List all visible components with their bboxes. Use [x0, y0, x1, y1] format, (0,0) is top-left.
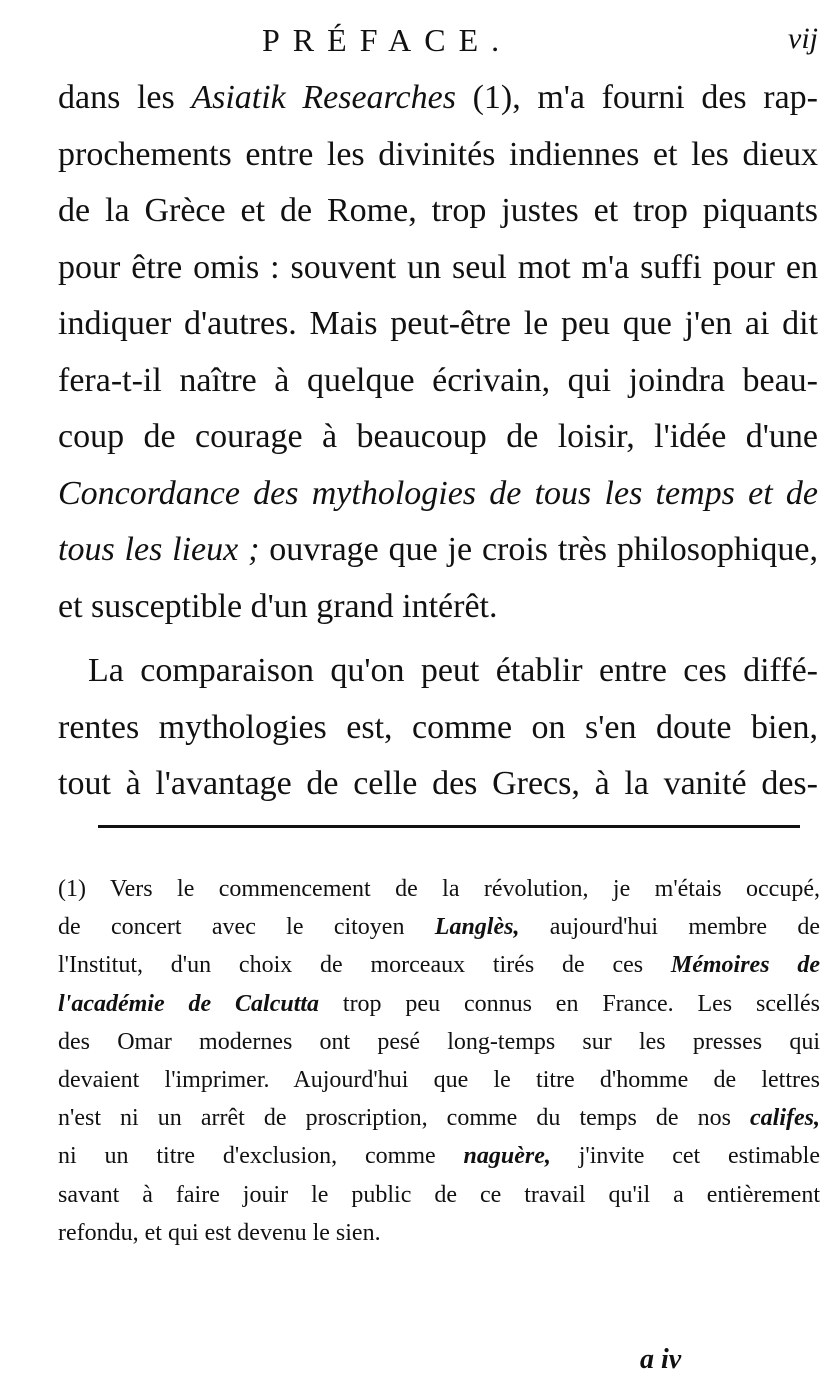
- italic-name: Langlès,: [434, 914, 520, 941]
- text-span: (1), m'a fourni des rap-: [455, 79, 818, 116]
- footnote-line: refondu, et qui est devenu le sien.: [58, 1219, 381, 1246]
- page-number: vij: [788, 22, 818, 55]
- text-line: tout à l'avantage de celle des Grecs, à la vanité des-: [58, 765, 818, 802]
- text-line: indiquer d'autres. Mais peut-être le peu que j'en ai dit: [58, 305, 818, 342]
- text-span: aujourd'hui membre de: [519, 914, 820, 941]
- text-span: ouvrage que je crois très philosophique,: [259, 531, 818, 568]
- text-line: et susceptible d'un grand intérêt.: [58, 587, 498, 625]
- text-line: de la Grèce et de Rome, trop justes et trop piquants: [58, 192, 818, 229]
- italic-title: Mémoires de: [670, 952, 820, 979]
- text-line: [58, 522, 818, 579]
- footnote-line: (1) Vers le commencement de la révolution, je m'étais occupé,: [58, 876, 820, 902]
- text-line: La comparaison qu'on peut établir entre ces diffé-: [88, 652, 818, 689]
- italic-word: califes,: [750, 1105, 820, 1132]
- italic-title: Concordance des mythologies de tous les temps et de: [58, 474, 818, 512]
- text-span: j'invite cet estimable: [550, 1143, 820, 1170]
- text-span: l'Institut, d'un choix de morceaux tirés de ces: [58, 952, 671, 979]
- footnote-line: devaient l'imprimer. Aujourd'hui que le titre d'homme de lettres: [58, 1067, 820, 1094]
- text-line: [58, 70, 818, 127]
- text-line: [58, 466, 818, 523]
- text-line: prochements entre les divinités indiennes et les dieux: [58, 135, 818, 173]
- text-span: n'est ni un arrêt de proscription, comme du temps de nos: [58, 1105, 751, 1132]
- footnote-line: [58, 1099, 820, 1137]
- footnote-rule: [98, 825, 800, 828]
- running-header: [0, 22, 836, 66]
- footnote: [58, 870, 820, 1252]
- text-line: rentes mythologies est, comme on s'en doute bien,: [58, 708, 818, 746]
- footnote-line: [58, 985, 820, 1023]
- running-title: PRÉFACE.: [262, 22, 513, 58]
- footnote-line: [58, 946, 820, 984]
- signature-mark: a iv: [640, 1344, 682, 1375]
- text-span: trop peu connus en France. Les scellés: [319, 990, 820, 1017]
- paragraph-gap: [58, 635, 818, 643]
- italic-word: naguère,: [463, 1143, 551, 1170]
- footnote-line: [58, 1137, 820, 1175]
- text-line: fera-t-il naître à quelque écrivain, qui joindra beau-: [58, 361, 818, 399]
- body-text: [58, 70, 818, 813]
- italic-title: l'académie de Calcutta: [58, 990, 320, 1017]
- footnote-line: des Omar modernes ont pesé long-temps sur les presses qui: [58, 1028, 820, 1055]
- text-line: coup de courage à beaucoup de loisir, l'idée d'une: [58, 418, 818, 455]
- text-span: dans les: [58, 79, 192, 116]
- text-span: de concert avec le citoyen: [58, 914, 435, 941]
- text-line: pour être omis : souvent un seul mot m'a suffi pour en: [58, 248, 818, 286]
- italic-title: tous les lieux ;: [58, 531, 260, 568]
- text-span: ni un titre d'exclusion, comme: [58, 1143, 464, 1170]
- footnote-line: savant à faire jouir le public de ce travail qu'il a entièrement: [58, 1181, 820, 1208]
- footnote-line: [58, 908, 820, 946]
- italic-title: Asiatik Researches: [191, 79, 456, 116]
